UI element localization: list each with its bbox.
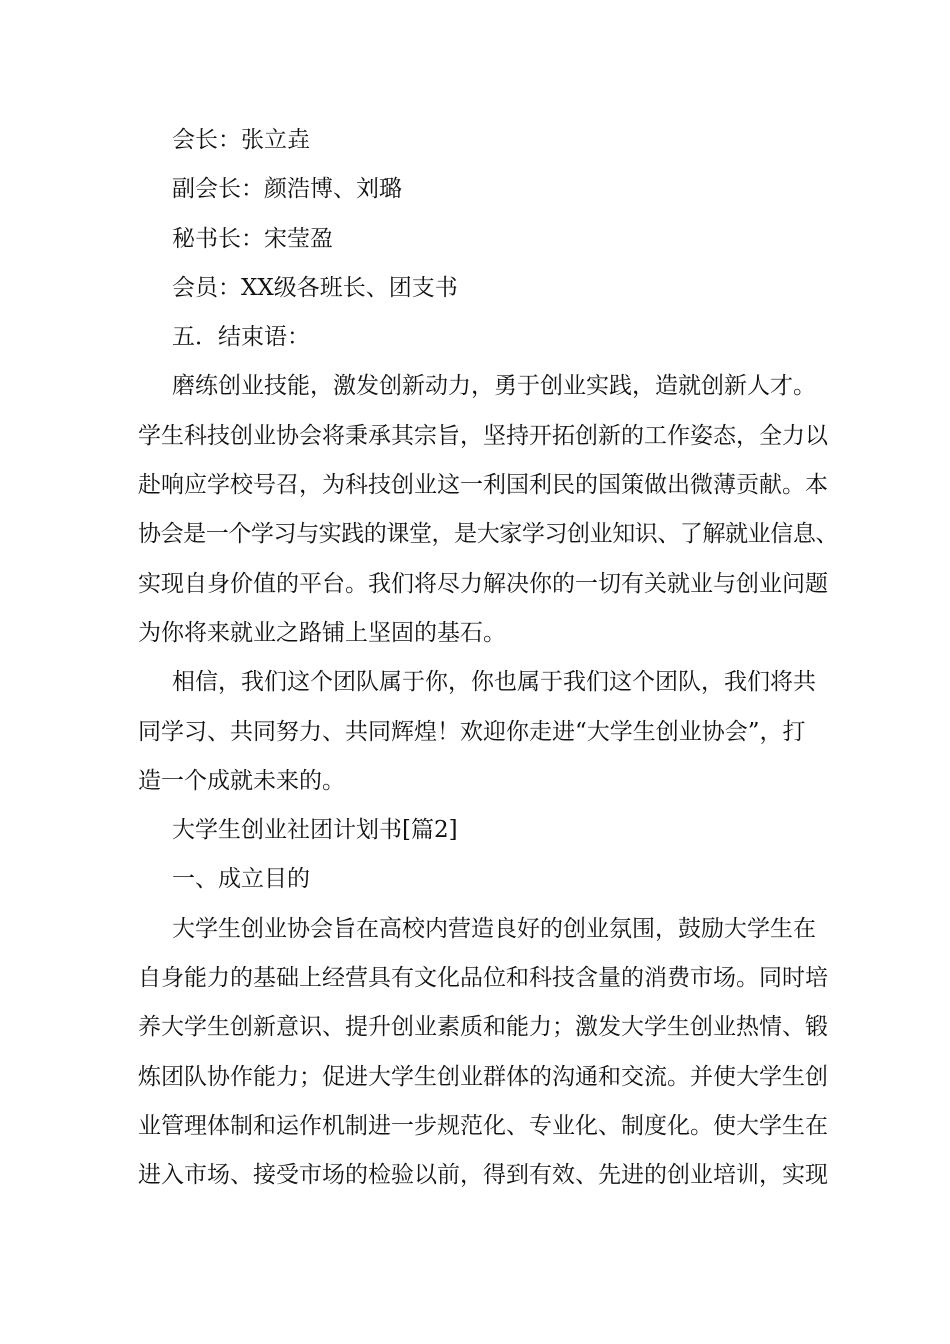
text-line: 进入市场、接受市场的检验以前，得到有效、先进的创业培训，实现 (138, 1162, 828, 1189)
text-line: 炼团队协作能力；促进大学生创业群体的沟通和交流。并使大学生创 (138, 1063, 828, 1090)
section-heading: 一、成立目的 (172, 866, 310, 893)
text-line: 赴响应学校号召，为科技创业这一利国利民的国策做出微薄贡献。本 (138, 472, 828, 499)
text-line: 协会是一个学习与实践的课堂，是大家学习创业知识、了解就业信息、 (138, 521, 839, 548)
text-line: 业管理体制和运作机制进一步规范化、专业化、制度化。使大学生在 (138, 1112, 828, 1139)
text-line: 自身能力的基础上经营具有文化品位和科技含量的消费市场。同时培 (138, 965, 828, 992)
text-line: 磨练创业技能，激发创新动力，勇于创业实践，造就创新人才。 (172, 373, 816, 400)
text-line: 养大学生创新意识、提升创业素质和能力；激发大学生创业热情、锻 (138, 1014, 828, 1041)
text-line: 副会长：颜浩博、刘璐 (172, 176, 402, 203)
text-line: 为你将来就业之路铺上坚固的基石。 (138, 619, 506, 646)
text-line: 大学生创业协会旨在高校内营造良好的创业氛围，鼓励大学生在 (172, 915, 816, 942)
text-line: 会长：张立垚 (172, 127, 310, 153)
text-line: 相信，我们这个团队属于你，你也属于我们这个团队，我们将共 (172, 669, 816, 696)
text-line: 会员：XX级各班长、团支书 (172, 274, 458, 301)
text-line: 同学习、共同努力、共同辉煌！欢迎你走进“大学生创业协会”，打 (138, 718, 806, 745)
section-heading: 五．结束语： (172, 324, 310, 351)
document-body (138, 116, 838, 1201)
text-line: 学生科技创业协会将秉承其宗旨，坚持开拓创新的工作姿态，全力以 (138, 422, 828, 449)
text-line: 实现自身价值的平台。我们将尽力解决你的一切有关就业与创业问题 (138, 570, 828, 597)
text-line: 造一个成就未来的。 (138, 767, 345, 794)
text-line: 秘书长：宋莹盈 (172, 225, 333, 252)
document-subtitle: 大学生创业社团计划书[篇2] (172, 817, 458, 844)
